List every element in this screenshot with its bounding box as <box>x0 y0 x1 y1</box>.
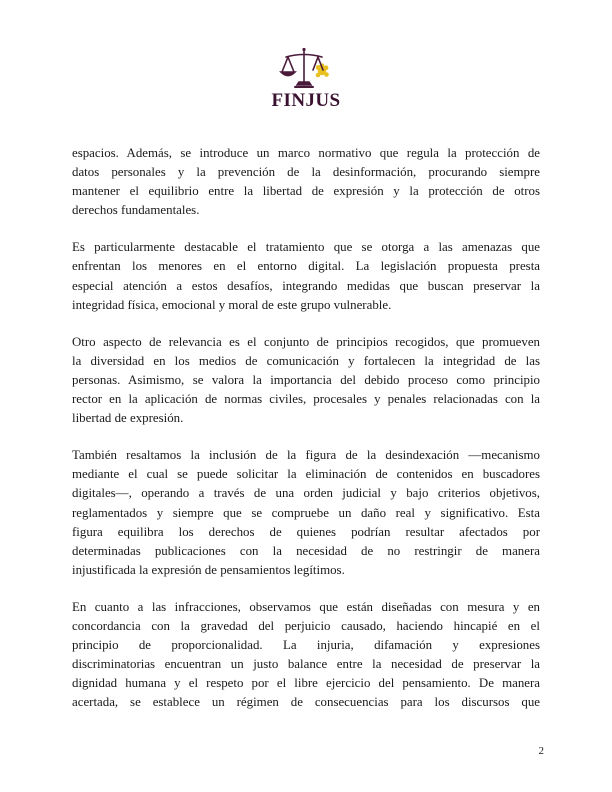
text-line: figura equilibra los derechos de quienes podrían resultar afectados por <box>72 524 540 539</box>
paragraph-3 <box>72 333 540 428</box>
paragraph-5 <box>72 598 540 713</box>
text-line: derechos fundamentales. <box>72 203 200 218</box>
text-line: determinadas publicaciones con la necesidad de no restringir de manera <box>72 543 540 558</box>
text-line: la diversidad en los medios de comunicación y fortalecen la integridad de las <box>72 353 540 368</box>
text-line: rector en la aplicación de normas civiles, procesales y penales relacionadas con la <box>72 392 540 407</box>
text-line: mediante el cual se puede solicitar la eliminación de contenidos en buscadores <box>72 467 540 482</box>
text-line: reglamentados y siempre que se compruebe un daño real y significativo. Esta <box>72 505 540 520</box>
paragraph-2 <box>72 238 540 314</box>
text-line: datos personales y la prevención de la desinformación, procurando siempre <box>72 165 540 180</box>
text-line: acertada, se establece un régimen de consecuencias para los discursos que <box>72 695 540 710</box>
text-line: enfrentan los menores en el entorno digital. La legislación propuesta presta <box>72 259 540 274</box>
text-line: injustificada la expresión de pensamientos legítimos. <box>72 562 345 577</box>
logo-star-icon <box>316 63 329 77</box>
text-line: personas. Asimismo, se valora la importancia del debido proceso como principio <box>72 372 540 387</box>
text-line: Otro aspecto de relevancia es el conjunto de principios recogidos, que promueven <box>72 334 540 349</box>
document-body <box>72 144 540 730</box>
text-line: También resaltamos la inclusión de la figura de la desindexación —mecanismo <box>72 448 540 463</box>
text-line: En cuanto a las infracciones, observamos que están diseñadas con mesura y en <box>72 599 540 614</box>
text-line: discriminatorias encuentran un justo balance entre la necesidad de preservar la <box>72 657 540 672</box>
text-line: mantener el equilibrio entre la libertad de expresión y la protección de otros <box>72 184 540 199</box>
text-line: concordancia con la gravedad del perjuicio causado, haciendo hincapié en el <box>72 618 540 633</box>
page-number: 2 <box>538 745 544 757</box>
text-line: principio de proporcionalidad. La injuria, difamación y expresiones <box>72 638 540 653</box>
scales-of-justice-icon <box>276 46 336 90</box>
text-line: dignidad humana y el respeto por el libre ejercicio del pensamiento. De manera <box>72 676 540 691</box>
paragraph-1 <box>72 144 540 220</box>
logo-wordmark: FINJUS <box>271 90 341 111</box>
text-line: digitales—, operando a través de una orden judicial y bajo criterios objetivos, <box>72 486 540 501</box>
page-header <box>0 46 612 110</box>
text-line: libertad de expresión. <box>72 411 184 426</box>
text-line: espacios. Además, se introduce un marco normativo que regula la protección de <box>72 146 540 160</box>
text-line: integridad física, emocional y moral de este grupo vulnerable. <box>72 297 392 312</box>
text-line: Es particularmente destacable el tratamiento que se otorga a las amenazas que <box>72 240 540 255</box>
paragraph-4 <box>72 446 540 580</box>
text-line: especial atención a estos desafíos, integrando medidas que buscan preservar la <box>72 278 540 293</box>
